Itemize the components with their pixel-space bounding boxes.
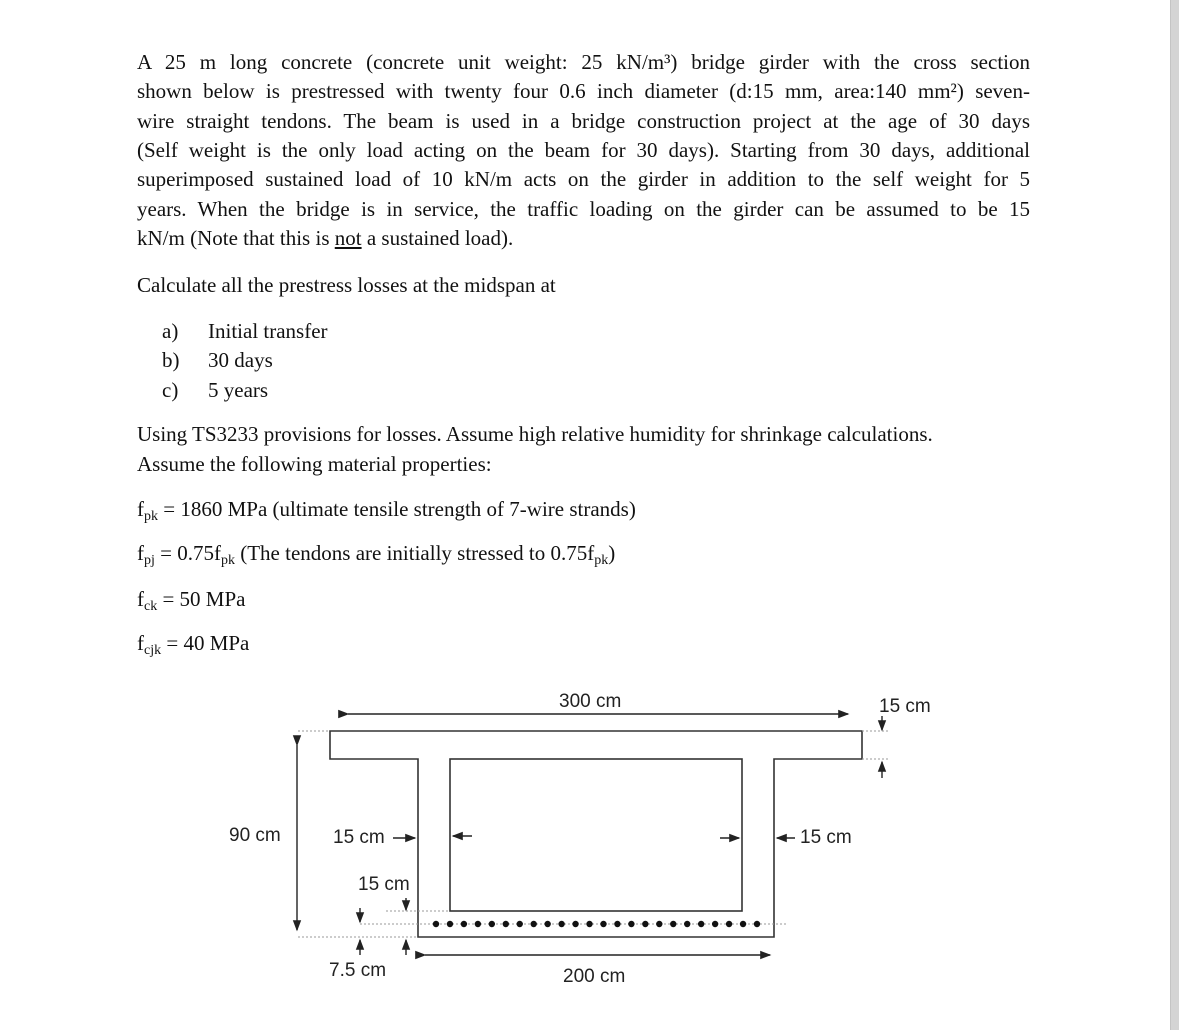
- label-web-right: 15 cm: [800, 827, 852, 848]
- tendon: [614, 921, 620, 927]
- tendon: [544, 921, 550, 927]
- tendon: [475, 921, 481, 927]
- label-height: 90 cm: [229, 825, 281, 846]
- tendon: [642, 921, 648, 927]
- label-bottom-slab: 15 cm: [358, 874, 410, 895]
- question-text: Calculate all the prestress losses at the midspan at: [137, 273, 556, 297]
- provisions-line: Using TS3233 provisions for losses. Assume high relative humidity for shrinkage calculations.: [137, 422, 933, 446]
- item-text: Initial transfer: [208, 319, 328, 343]
- tendon: [461, 921, 467, 927]
- label-web-left: 15 cm: [333, 827, 385, 848]
- intro-line: (Self weight is the only load acting on the beam for 30 days). Starting from 30 days, additional: [137, 138, 1030, 162]
- box-void: [450, 759, 742, 911]
- tendon: [530, 921, 536, 927]
- property-fcjk: $f_{cjk} = 40$ MPa: [137, 631, 250, 658]
- tendon: [684, 921, 690, 927]
- box-girder-outline: [330, 731, 862, 937]
- tendon: [670, 921, 676, 927]
- tendon: [433, 921, 439, 927]
- tendon: [656, 921, 662, 927]
- tendon: [628, 921, 634, 927]
- tendon: [600, 921, 606, 927]
- tendon: [740, 921, 746, 927]
- item-label: a): [162, 319, 179, 343]
- property-fpk: $f_{pk} = 1860$ MPa (ultimate tensile strength of 7-wire strands): [137, 497, 636, 524]
- tendon: [572, 921, 578, 927]
- item-text: 5 years: [208, 378, 269, 402]
- intro-line: years. When the bridge is in service, the traffic loading on the girder can be assumed to be 15: [137, 197, 1030, 221]
- item-label: c): [162, 378, 179, 402]
- item-label: b): [162, 348, 180, 372]
- tendon: [698, 921, 704, 927]
- item-text: 30 days: [208, 348, 273, 372]
- tendon: [447, 921, 453, 927]
- tendon: [503, 921, 509, 927]
- tendon: [586, 921, 592, 927]
- property-fck: $f_{ck} = 50$ MPa: [137, 587, 246, 614]
- intro-line: wire straight tendons. The beam is used in a bridge construction project at the age of 30 days: [137, 109, 1030, 133]
- property-fpj: $f_{pj} = 0.75f_{pk}$ (The tendons are initially stressed to $0.75f_{pk}$): [137, 541, 616, 568]
- text: kN/m (Note that this is: [137, 226, 335, 250]
- underlined-text: not: [334, 226, 362, 250]
- text: a sustained load).: [361, 226, 514, 250]
- label-bottom-width: 200 cm: [563, 966, 626, 987]
- provisions-line: Assume the following material properties:: [137, 452, 492, 476]
- intro-line: A 25 m long concrete (concrete unit weight: 25 kN/m³) bridge girder with the cross section: [137, 50, 1030, 74]
- intro-line: superimposed sustained load of 10 kN/m acts on the girder in addition to the self weight for 5: [137, 167, 1030, 191]
- intro-line: shown below is prestressed with twenty four 0.6 inch diameter (d:15 mm, area:140 mm²) seven-: [137, 79, 1030, 103]
- label-flange-thickness: 15 cm: [879, 696, 931, 717]
- label-top-width: 300 cm: [559, 691, 622, 712]
- tendon: [726, 921, 732, 927]
- tendon: [712, 921, 718, 927]
- tendon: [489, 921, 495, 927]
- label-tendon-cover: 7.5 cm: [329, 960, 387, 981]
- tendon: [558, 921, 564, 927]
- tendon: [517, 921, 523, 927]
- tendon: [754, 921, 760, 927]
